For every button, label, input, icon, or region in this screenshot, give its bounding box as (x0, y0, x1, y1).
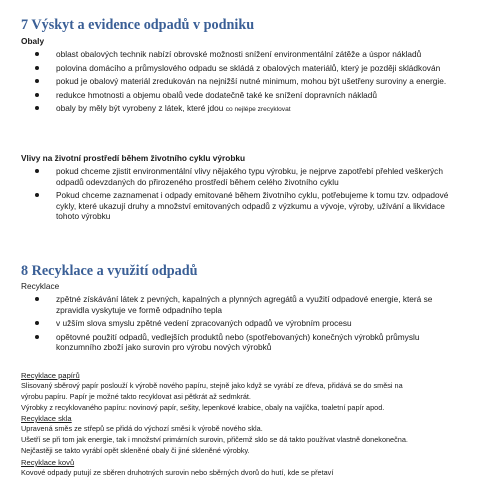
obaly-heading: Obaly (21, 36, 45, 46)
bullet-icon (35, 66, 39, 70)
papir-paragraph: Slisovaný sběrový papír poslouží k výrobě nového papíru, stejně jako když se vyrábí ze dřeva, přidává se do směsi na výrobu papíru. Papír je možné takto recyklovat asi pětkrát až sedmkrát. Výrobky z recyklovaného papíru: novinový papír, sešity, lepenkové krabice, obaly na vajíčka, toaletní papír apod. (21, 381, 403, 412)
bullet-icon (35, 169, 39, 173)
sklo-heading: Recyklace skla (21, 414, 72, 423)
bullet-icon (35, 52, 39, 56)
kovu-paragraph: Kovové odpady putují ze sběren druhotných surovin nebo sběrných dvorů do hutí, kde se přetaví (21, 468, 334, 477)
vlivy-list (0, 166, 466, 225)
list-item: pokud chceme zjistit environmentální vlivy nějakého typu výrobku, je nejprve zapotřebí přehled veškerých odpadů odevzdaných do přirozeného prostředí během celého životního cyklu (0, 166, 466, 187)
list-item: oblast obalových technik nabízí obrovské možnosti snížení environmentální zátěže a úspor nákladů (0, 49, 466, 60)
recyklace-list (0, 294, 466, 356)
list-item: obaly by měly být vyrobeny z látek, které jdou co nejlépe zrecyklovat (0, 103, 466, 116)
sklo-paragraph: Upravená směs ze střepů se přidá do výchozí směsi k výrobě nového skla. Ušetří se při tom jak energie, tak i množství primárních surovin, přičemž sklo se dá takto používat vlastně donekonečna. Nejčastěji se takto vyrábí opět skleněné obaly či jiné skleněné výrobky. (21, 424, 408, 455)
list-item: redukce hmotnosti a objemu obalů vede dodatečně také ke snížení dopravních nákladů (0, 90, 466, 101)
kovu-heading: Recyklace kovů (21, 458, 75, 467)
bullet-icon (35, 93, 39, 97)
bullet-icon (35, 297, 39, 301)
obaly-list (0, 49, 466, 119)
bullet-icon (35, 335, 39, 339)
list-item: polovina domácího a průmyslového odpadu se skládá z obalových materiálů, který je později skládkován (0, 63, 466, 74)
list-item: opětovné použití odpadů, vedlejších produktů nebo (spotřebovaných) konečných výrobků průmyslu konzumního zboží jako surovin pro výrobu nových výrobků (0, 332, 466, 353)
vlivy-heading: Vlivy na životní prostředí během životního cyklu výrobku (21, 153, 246, 163)
bullet-icon (35, 106, 39, 110)
section-8-title: 8 Recyklace a využití odpadů (21, 263, 198, 279)
list-item: zpětné získávání látek z pevných, kapalných a plynných agregátů a využití odpadové energie, která se zpravidla vyskytuje ve formě odpadního tepla (0, 294, 466, 315)
recyklace-label: Recyklace (21, 281, 60, 291)
list-item: Pokud chceme zaznamenat i odpady emitované během životního cyklu, potřebujeme k tomu tzv. odpadové cykly, které ukazují druhy a množství emitovaných odpadů z výzkumu a vývoje, výroby, užívání a likvidace tohoto výrobku (0, 190, 466, 222)
papir-heading: Recyklace papírů (21, 371, 80, 380)
section-7-title: 7 Výskyt a evidence odpadů v podniku (21, 17, 255, 33)
bullet-icon (35, 193, 39, 197)
bullet-icon (35, 79, 39, 83)
list-item: v užším slova smyslu zpětné vedení zpracovaných odpadů ve výrobním procesu (0, 318, 466, 329)
bullet-icon (35, 321, 39, 325)
list-item: pokud je obalový materiál zredukován na nejnižší nutné minimum, mohou být ušetřeny suroviny a energie. (0, 76, 466, 87)
